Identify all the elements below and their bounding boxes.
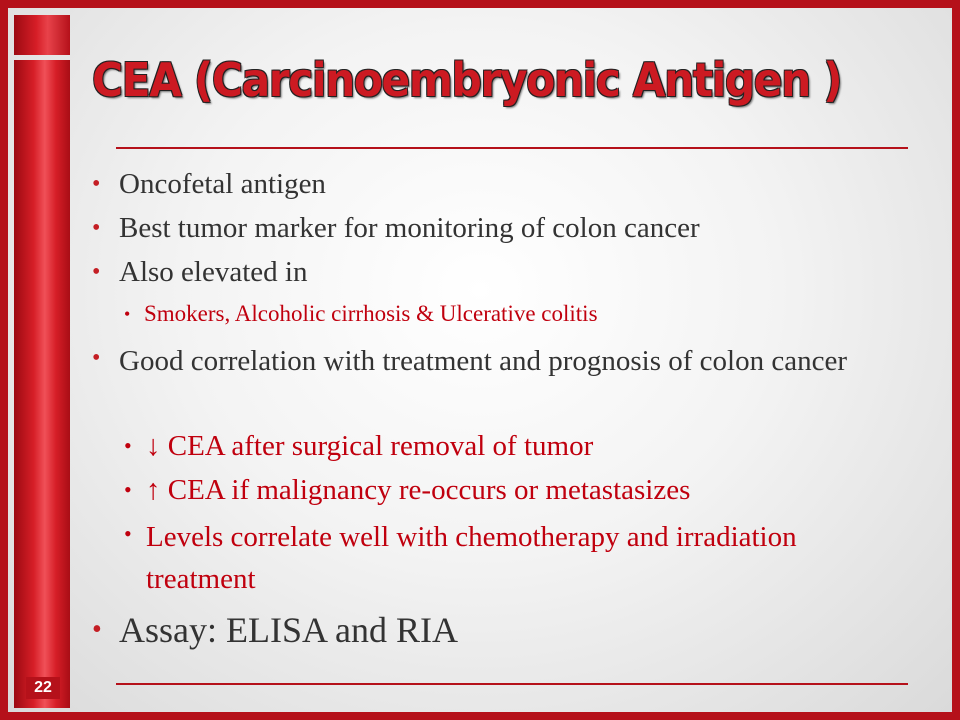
bullet-marker: •	[92, 171, 101, 197]
bullet-text: Levels correlate well with chemotherapy and irradiation treatment	[146, 521, 797, 595]
bullet-text: Best tumor marker for monitoring of colon cancer	[119, 212, 700, 244]
bullet-text: ↑ CEA if malignancy re-occurs or metastasizes	[146, 474, 691, 506]
bullet-marker: •	[92, 345, 101, 371]
bullet-marker: •	[92, 259, 101, 285]
bullet-item	[92, 166, 912, 202]
bullet-item	[92, 254, 912, 290]
bullet-text: ↓ CEA after surgical removal of tumor	[146, 430, 594, 462]
bullet-item	[92, 340, 862, 382]
bullet-text: Assay: ELISA and RIA	[119, 610, 458, 650]
sub-bullet-item	[124, 472, 914, 508]
bullet-text: Oncofetal antigen	[119, 168, 326, 200]
bullet-item	[92, 210, 912, 246]
bullet-text: Also elevated in	[119, 256, 308, 288]
sub-bullet-item	[124, 428, 914, 464]
sub-bullet-item	[124, 516, 844, 600]
bullet-marker: •	[92, 614, 102, 645]
slide-title: CEA (Carcinoembryonic Antigen )	[92, 53, 842, 107]
bullet-marker: •	[124, 433, 132, 458]
footer-divider	[116, 683, 908, 685]
bullet-item	[92, 610, 912, 650]
bullet-text: Smokers, Alcoholic cirrhosis & Ulcerative colitis	[144, 301, 598, 326]
sub-bullet-item	[124, 300, 914, 328]
bullet-marker: •	[124, 477, 132, 502]
bullet-marker: •	[124, 521, 132, 546]
slide-number-badge: 22	[26, 677, 60, 699]
bullet-marker: •	[124, 304, 131, 324]
bullet-marker: •	[92, 215, 101, 241]
bullet-text: Good correlation with treatment and prognosis of colon cancer	[119, 345, 847, 377]
